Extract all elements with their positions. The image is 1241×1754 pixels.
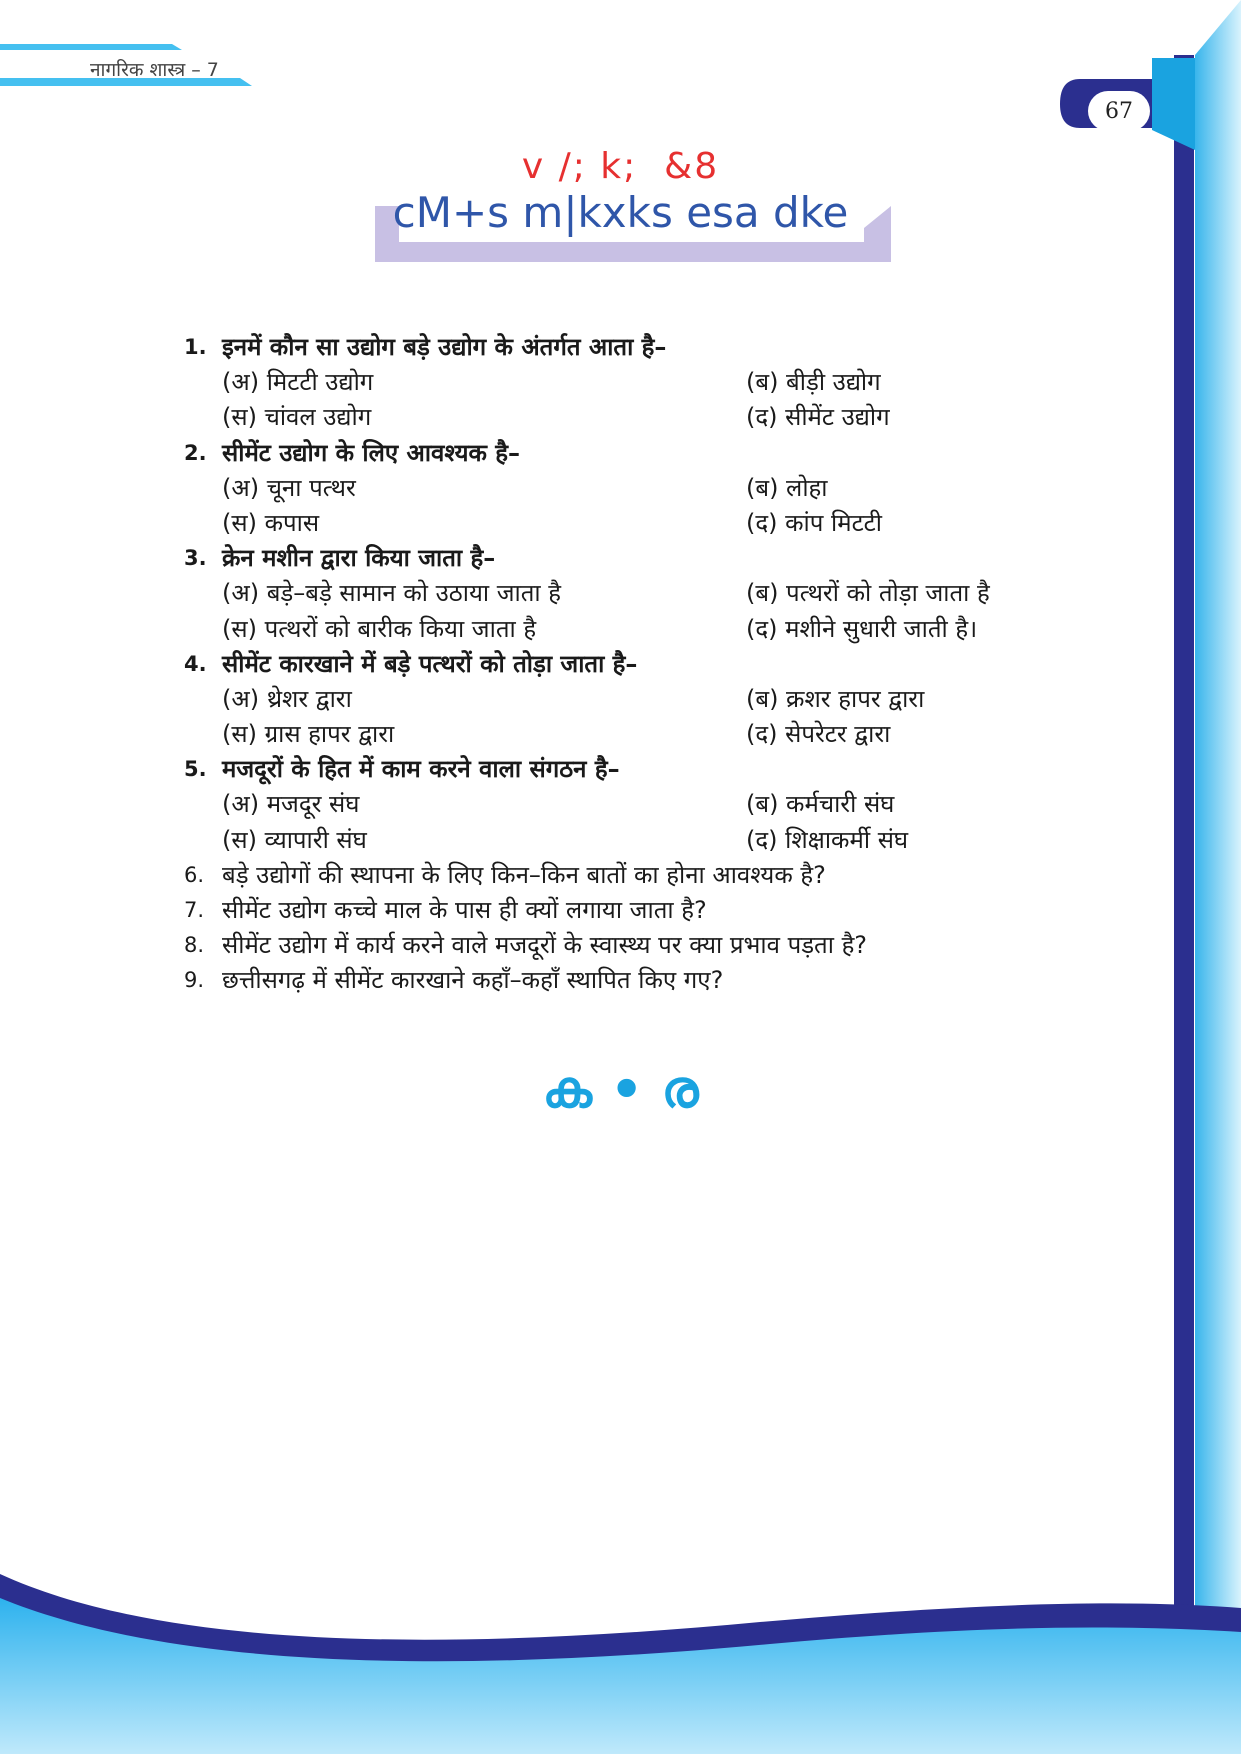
option: (द) मशीने सुधारी जाती है।	[746, 614, 978, 643]
option-row	[184, 365, 1084, 400]
short-question	[184, 893, 1084, 928]
option: (स) पत्थरों को बारीक किया जाता है	[222, 614, 537, 643]
question-text: इनमें कौन सा उद्योग बड़े उद्योग के अंतर्गत आता है–	[222, 333, 667, 361]
option: (द) शिक्षाकर्मी संघ	[746, 825, 909, 854]
lesson-label: v /; k; &8	[521, 146, 720, 187]
short-question	[184, 963, 1084, 998]
chapter-title: cM+s m|kxks esa dke	[392, 188, 849, 237]
question-text: छत्तीसगढ़ में सीमेंट कारखाने कहाँ–कहाँ स्थापित किए गए?	[222, 966, 724, 995]
option: (अ) मिटटी उद्योग	[222, 368, 374, 397]
question-text: मजदूरों के हित में काम करने वाला संगठन है–	[222, 755, 620, 784]
option: (द) सेपरेटर द्वारा	[746, 720, 891, 749]
option-row	[184, 576, 1084, 611]
option-row	[184, 471, 1084, 506]
short-question	[184, 858, 1084, 893]
question-text: सीमेंट उद्योग में कार्य करने वाले मजदूरों के स्वास्थ्य पर क्या प्रभाव पड़ता है?	[222, 931, 868, 960]
mcq-question	[184, 752, 1084, 787]
question-number: 9.	[184, 968, 205, 993]
option: (अ) चूना पत्थर	[222, 473, 356, 502]
question-number: 6.	[184, 862, 205, 887]
page-number: 67	[1088, 91, 1150, 131]
option: (अ) थ्रेशर द्वारा	[222, 684, 352, 713]
option-row	[184, 506, 1084, 541]
question-number: 2.	[184, 440, 207, 465]
option-row	[184, 717, 1084, 752]
option: (स) ग्रास हापर द्वारा	[222, 720, 395, 749]
question-number: 7.	[184, 898, 205, 922]
question-text: सीमेंट कारखाने में बड़े पत्थरों को तोड़ा जाता है–	[222, 649, 638, 678]
question-text: सीमेंट उद्योग कच्चे माल के पास ही क्यों लगाया जाता है?	[222, 896, 707, 924]
option: (ब) कर्मचारी संघ	[746, 790, 895, 819]
mcq-question	[184, 541, 1084, 576]
question-number: 3.	[184, 546, 207, 571]
option: (अ) मजदूर संघ	[222, 790, 360, 819]
option: (ब) पत्थरों को तोड़ा जाता है	[746, 579, 990, 608]
option: (ब) क्रशर हापर द्वारा	[746, 684, 925, 713]
option-row	[184, 823, 1084, 858]
question-text: बड़े उद्योगों की स्थापना के लिए किन–किन बातों का होना आवश्यक है?	[222, 860, 826, 889]
question-text: सीमेंट उद्योग के लिए आवश्यक है–	[222, 438, 521, 467]
option: (स) चांवल उद्योग	[222, 403, 372, 432]
option-row	[184, 787, 1084, 822]
exercise-list	[184, 330, 1084, 999]
option-row	[184, 400, 1084, 435]
side-panel-stripe	[1174, 55, 1194, 1675]
question-number: 1.	[184, 335, 207, 359]
side-panel	[1195, 0, 1241, 1754]
option: (ब) बीड़ी उद्योग	[746, 368, 881, 397]
mcq-question	[184, 436, 1084, 471]
option: (द) कांप मिटटी	[746, 508, 882, 537]
option: (स) कपास	[222, 508, 320, 537]
option-row	[184, 682, 1084, 717]
option: (स) व्यापारी संघ	[222, 825, 367, 854]
page-tab-fold	[1152, 58, 1195, 150]
mcq-question	[184, 330, 1084, 365]
option-row	[184, 612, 1084, 647]
question-number: 4.	[184, 651, 207, 676]
question-number: 5.	[184, 757, 207, 782]
mcq-question	[184, 647, 1084, 682]
option: (अ) बड़े–बड़े सामान को उठाया जाता है	[222, 579, 562, 608]
question-text: क्रेन मशीन द्वारा किया जाता है–	[222, 544, 496, 573]
option: (द) सीमेंट उद्योग	[746, 403, 890, 432]
end-ornament: ക • ര	[542, 1060, 699, 1120]
book-subject-label: नागरिक शास्त्र – 7	[90, 59, 219, 81]
short-question	[184, 928, 1084, 963]
question-number: 8.	[184, 933, 205, 958]
header-bar-top	[0, 44, 182, 50]
option: (ब) लोहा	[746, 473, 828, 502]
